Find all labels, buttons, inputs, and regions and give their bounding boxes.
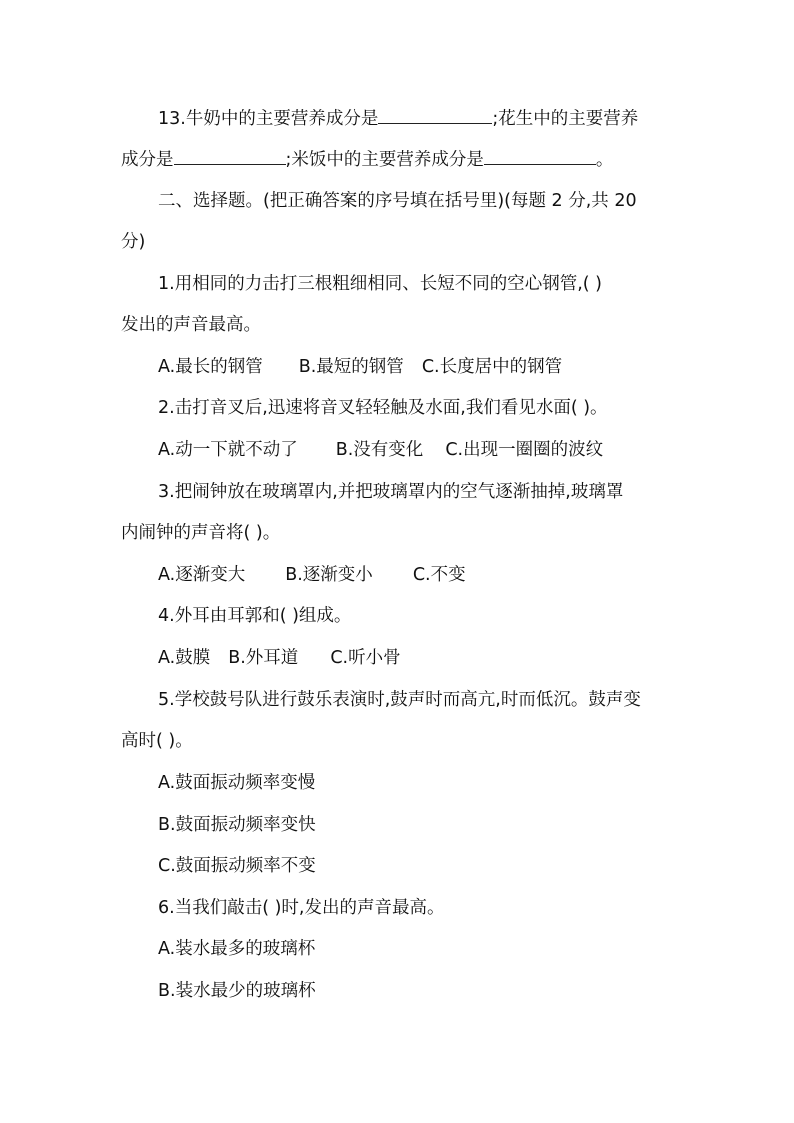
answer-blank <box>174 147 286 165</box>
section-heading: 二、选择题。(把正确答案的序号填在括号里)(每题 2 分,共 20 <box>158 191 637 211</box>
question-4-stem: 4.外耳由耳郭和( )组成。 <box>158 606 352 626</box>
q13-text-a: 13.牛奶中的主要营养成分是 <box>158 109 379 129</box>
question-2-options <box>158 438 603 462</box>
question-6-option-a: A.装水最多的玻璃杯 <box>158 939 316 959</box>
question-6-stem: 6.当我们敲击( )时,发出的声音最高。 <box>158 898 445 918</box>
option-a: A.逐渐变大 <box>158 565 246 585</box>
q13-text-c: 成分是 <box>121 150 174 170</box>
option-b: B.最短的钢管 <box>298 357 404 377</box>
question-3-options <box>158 563 466 587</box>
option-b: B.没有变化 <box>335 440 424 460</box>
question-3-stem-cont: 内闹钟的声音将( )。 <box>121 523 281 543</box>
option-c: C.听小骨 <box>330 648 401 668</box>
answer-blank <box>484 147 596 165</box>
option-a: A.鼓膜 <box>158 648 211 668</box>
question-5-option-a: A.鼓面振动频率变慢 <box>158 773 316 793</box>
question-2-stem: 2.击打音叉后,迅速将音叉轻轻触及水面,我们看见水面( )。 <box>158 398 608 418</box>
q13-line-2 <box>121 147 613 171</box>
question-4-options <box>158 646 401 670</box>
question-1-stem-cont: 发出的声音最高。 <box>121 315 261 335</box>
option-a: A.最长的钢管 <box>158 357 263 377</box>
q13-text-d: ;米饭中的主要营养成分是 <box>285 150 484 170</box>
option-b: B.逐渐变小 <box>285 565 373 585</box>
question-1-options <box>158 355 562 379</box>
question-5-option-c: C.鼓面振动频率不变 <box>158 856 316 876</box>
q13-text-e: 。 <box>595 150 614 170</box>
section-heading-cont: 分) <box>121 232 146 252</box>
question-5-stem-cont: 高时( )。 <box>121 731 193 751</box>
question-6-option-b: B.装水最少的玻璃杯 <box>158 981 316 1001</box>
question-3-stem: 3.把闹钟放在玻璃罩内,并把玻璃罩内的空气逐渐抽掉,玻璃罩 <box>158 482 624 502</box>
answer-blank <box>378 106 492 124</box>
question-1-stem: 1.用相同的力击打三根粗细相同、长短不同的空心钢管,( ) <box>158 274 602 294</box>
q13-text-b: ;花生中的主要营养 <box>492 109 639 129</box>
q13-line-1 <box>158 106 638 130</box>
option-a: A.动一下就不动了 <box>158 440 298 460</box>
option-c: C.不变 <box>412 565 466 585</box>
option-b: B.外耳道 <box>228 648 299 668</box>
question-5-option-b: B.鼓面振动频率变快 <box>158 815 316 835</box>
option-c: C.出现一圈圈的波纹 <box>445 440 604 460</box>
question-5-stem: 5.学校鼓号队进行鼓乐表演时,鼓声时而高亢,时而低沉。鼓声变 <box>158 690 641 710</box>
option-c: C.长度居中的钢管 <box>421 357 563 377</box>
